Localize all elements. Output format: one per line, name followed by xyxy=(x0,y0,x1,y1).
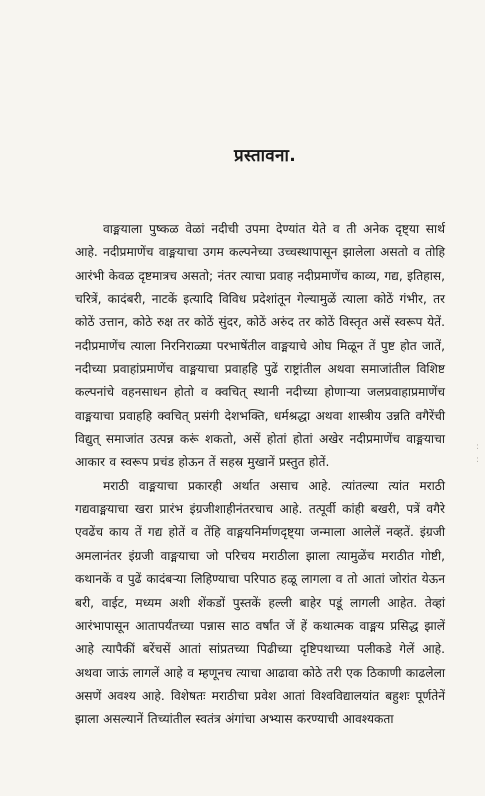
paragraph-2: मराठी वाङ्मयाचा प्रकारही अर्थात असाच आहे. त्यांतल्या त्यांत मराठी गद्यवाङ्मयाचा खरा प्रारंभ इंग्रजीशाहीनंतरचाच आहे. तत्पूर्वी कांही बखरी, पत्रें वगैरे एवढेंच काय तें गद्य होतें व तेंहि वाङ्मयनिर्माणदृष्ट्या जन्माला आलेलें नव्हतें. इंग्रजी अमलानंतर इंग्रजी वाङ्मयाचा जो परिचय मराठीला झाला त्यामुळेंच मराठीत गोष्टी, कथानकें व पुढें कादंबऱ्या लिहिण्याचा परिपाठ हळू लागला व तो आतां जोरांत येऊन बरी, वाईट, मध्यम अशी शेंकडों पुस्तकें हल्ली बाहेर पडूं लागली आहेत. तेव्हां आरंभापासून आतापर्यंतच्या पन्नास साठ वर्षांत जें हें कथात्मक वाङ्मय प्रसिद्ध झालें आहे त्यापैकीं बरेंचसें आतां सांप्रतच्या पिढीच्या दृष्टिपथाच्या पलीकडे गेलें आहे. अथवा जाऊं लागलें आहे व म्हणूनच त्याचा आढावा कोठे तरी एक ठिकाणी काढलेला असणें अवश्य आहे. विशेषतः मराठीचा प्रवेश आतां विश्वविद्यालयांत बहुशः पूर्णतेनें झाला असल्यानें तिच्यांतील स्वतंत्र अंगांचा अभ्यास करण्याची आवश्यकता xyxy=(75,478,445,727)
page-title: प्रस्तावना. xyxy=(234,146,296,166)
paragraph-1: वाङ्मयाला पुष्कळ वेळां नदीची उपमा देण्यांत येते व ती अनेक दृष्ट्या सार्थ आहे. नदीप्रमाणेंच वाङ्मयाचा उगम कल्पनेच्या उच्चस्थापासून झालेला असतो व तोहि आरंभी केवळ दृष्टमात्रच असतो; नंतर त्याचा प्रवाह नदीप्रमाणेंच काव्य, गद्य, इतिहास, चरित्रें, कादंबरी, नाटकें इत्यादि विविध प्रदेशांतून गेल्यामुळें त्याला कोठें गंभीर, तर कोठें उत्तान, कोठे रुक्ष तर कोठें सुंदर, कोठें अरुंद तर कोठें विस्तृत असें स्वरूप येतें. नदीप्रमाणेंच त्याला निरनिराळ्या परभाषेंतील वाङ्मयाचे ओघ मिळून तें पुष्ट होत जातें, नदीच्या प्रवाहांप्रमाणेंच वाङ्मयाचा प्रवाहहि पुढें राष्ट्रांतील अथवा समाजांतील विशिष्ट कल्पनांचे वहनसाधन होतो व क्वचित् स्थानी नदीच्या होणाऱ्या जलप्रवाहाप्रमाणेंच वाङ्मयाचा प्रवाहहि क्वचित् प्रसंगी देशभक्ति, धर्मश्रद्धा अथवा शास्त्रीय उन्नति वगैरेंची विद्युत् समाजांत उत्पन्न करूं शकतो, असें होतां होतां अखेर नदीप्रमाणेंच वाङ्मयाचा आकार व स्वरूप प्रचंड होऊन तें सहस्र मुखानें प्रस्तुत होतें. xyxy=(75,222,445,470)
margin-bleed-mark: : : xyxy=(475,442,479,465)
